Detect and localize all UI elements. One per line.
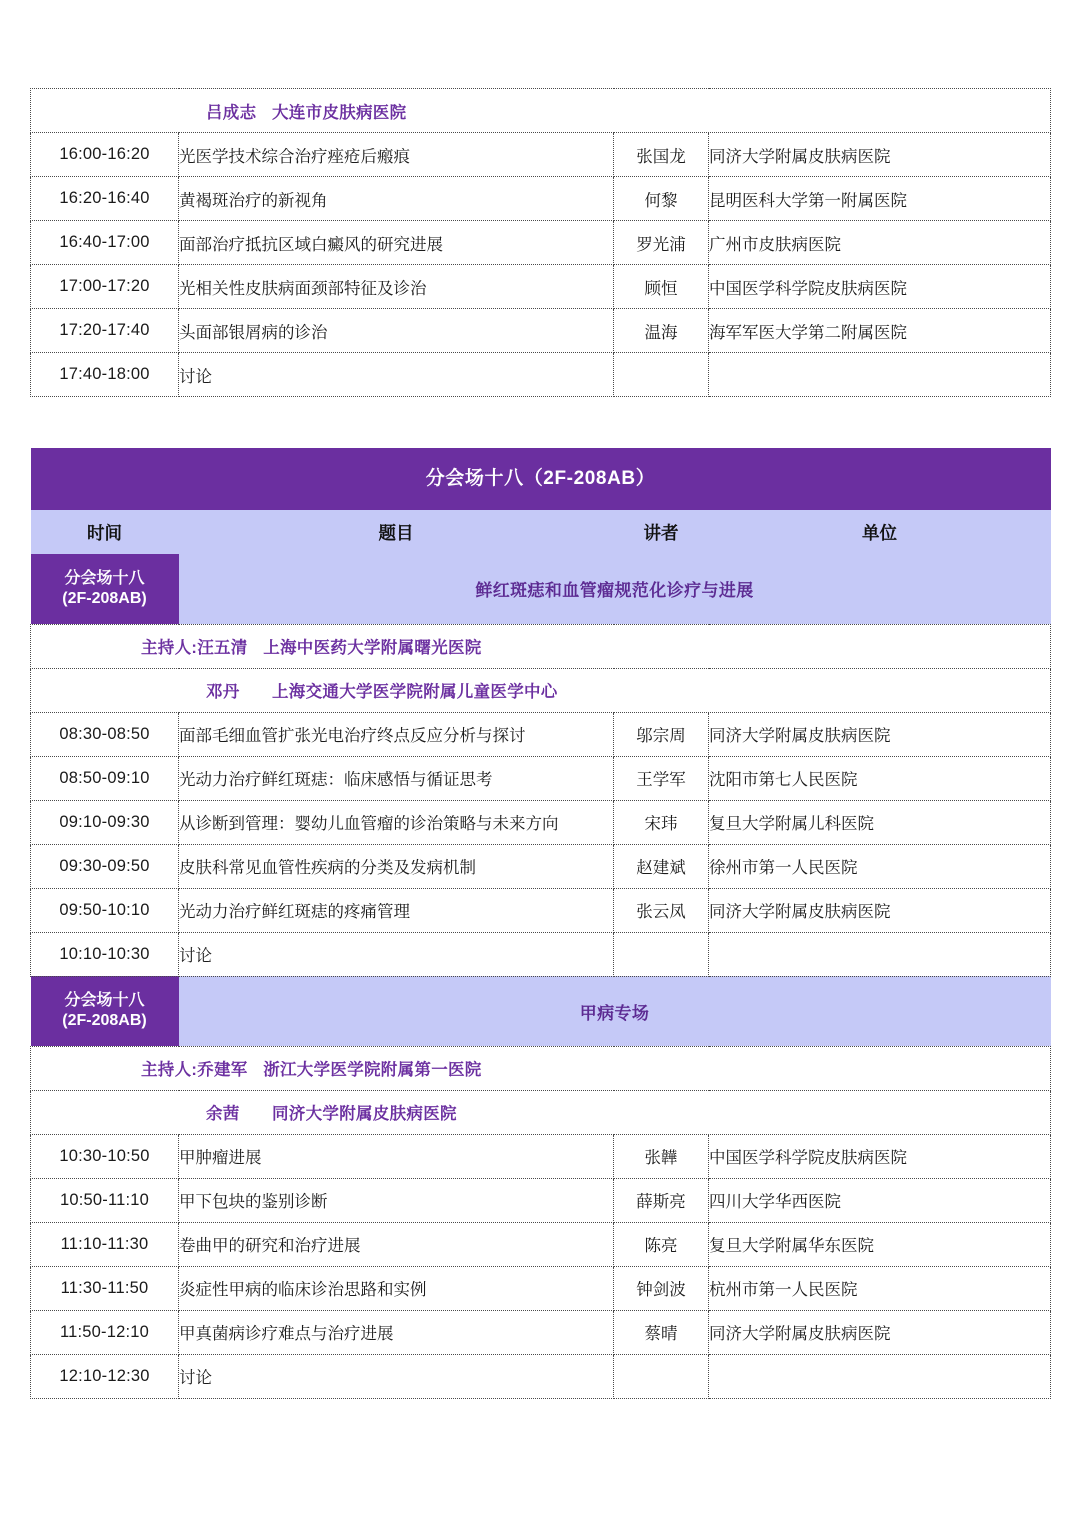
chairperson-name: 乔建军 (197, 1061, 248, 1079)
cell-title: 光相关性皮肤病面颈部特征及诊治 (179, 265, 614, 309)
column-header-time: 时间 (31, 510, 179, 554)
cell-title: 甲肿瘤进展 (179, 1134, 614, 1178)
chairperson-unit: 浙江大学医学院附属第一医院 (263, 1061, 482, 1079)
cell-time: 10:50-11:10 (31, 1178, 179, 1222)
cell-title: 头面部银屑病的诊治 (179, 309, 614, 353)
cell-title: 光动力治疗鲜红斑痣的疼痛管理 (179, 888, 614, 932)
cell-speaker: 邬宗周 (614, 712, 709, 756)
cell-unit: 同济大学附属皮肤病医院 (709, 712, 1051, 756)
cell-time: 08:50-09:10 (31, 756, 179, 800)
cell-title: 光动力治疗鲜红斑痣：临床感悟与循证思考 (179, 756, 614, 800)
cell-unit: 四川大学华西医院 (709, 1178, 1051, 1222)
table-row (31, 756, 1051, 800)
cell-unit: 同济大学附属皮肤病医院 (709, 888, 1051, 932)
cell-time: 11:30-11:50 (31, 1266, 179, 1310)
cell-speaker: 何黎 (614, 177, 709, 221)
cell-speaker: 蔡晴 (614, 1310, 709, 1354)
cell-time: 09:10-09:30 (31, 800, 179, 844)
chairperson-unit: 上海交通大学医学院附属儿童医学中心 (272, 683, 558, 701)
cell-title: 讨论 (179, 1354, 614, 1398)
table-row (31, 133, 1051, 177)
cell-speaker (614, 353, 709, 397)
chairperson-cell (31, 1046, 1051, 1090)
table-row (31, 800, 1051, 844)
column-header-speaker: 讲者 (614, 510, 709, 554)
table-row (31, 177, 1051, 221)
table-row (31, 1178, 1051, 1222)
cell-unit (709, 1354, 1051, 1398)
table-row (31, 844, 1051, 888)
cell-unit: 广州市皮肤病医院 (709, 221, 1051, 265)
chairperson-row (31, 1046, 1051, 1090)
cell-speaker (614, 1354, 709, 1398)
cell-title: 甲真菌病诊疗难点与治疗进展 (179, 1310, 614, 1354)
cell-speaker: 罗光浦 (614, 221, 709, 265)
cell-time: 11:10-11:30 (31, 1222, 179, 1266)
cell-speaker: 钟剑波 (614, 1266, 709, 1310)
cell-time: 16:40-17:00 (31, 221, 179, 265)
table-row (31, 265, 1051, 309)
chairperson-prefix: 主持人: (141, 639, 198, 657)
cell-unit: 沈阳市第七人民医院 (709, 756, 1051, 800)
cell-title: 炎症性甲病的临床诊治思路和实例 (179, 1266, 614, 1310)
banner-row (31, 448, 1051, 510)
cell-unit (709, 353, 1051, 397)
cell-title: 甲下包块的鉴别诊断 (179, 1178, 614, 1222)
chairperson-name: 吕成志 (206, 103, 257, 122)
chairperson-row (31, 1090, 1051, 1134)
venue-banner: 分会场十八（2F-208AB） (31, 448, 1051, 510)
cell-speaker: 温海 (614, 309, 709, 353)
cell-speaker (614, 932, 709, 976)
chairperson-cell (31, 668, 1051, 712)
chairperson-unit: 大连市皮肤病医院 (272, 103, 407, 122)
cell-speaker: 王学军 (614, 756, 709, 800)
cell-time: 17:00-17:20 (31, 265, 179, 309)
cell-title: 面部毛细血管扩张光电治疗终点反应分析与探讨 (179, 712, 614, 756)
column-header-unit: 单位 (709, 510, 1051, 554)
chairperson-unit: 上海中医药大学附属曙光医院 (263, 639, 482, 657)
chairperson-name: 余茜 (206, 1105, 240, 1123)
cell-time: 09:30-09:50 (31, 844, 179, 888)
table-row (31, 1222, 1051, 1266)
cell-unit: 昆明医科大学第一附属医院 (709, 177, 1051, 221)
cell-speaker: 宋玮 (614, 800, 709, 844)
session-title: 甲病专场 (179, 976, 1051, 1046)
table-row (31, 932, 1051, 976)
venue-label-line1: 分会场十八 (64, 569, 145, 587)
chairperson-name: 邓丹 (206, 683, 240, 701)
cell-title: 面部治疗抵抗区域白癜风的研究进展 (179, 221, 614, 265)
venue-label-line2: (2F-208AB) (62, 589, 147, 607)
cell-unit: 复旦大学附属华东医院 (709, 1222, 1051, 1266)
cell-unit: 杭州市第一人民医院 (709, 1266, 1051, 1310)
cell-time: 16:20-16:40 (31, 177, 179, 221)
venue-label-line1: 分会场十八 (64, 992, 145, 1009)
cell-time: 16:00-16:20 (31, 133, 179, 177)
cell-speaker: 陈亮 (614, 1222, 709, 1266)
column-header-title: 题目 (179, 510, 614, 554)
cell-unit: 海军军医大学第二附属医院 (709, 309, 1051, 353)
cell-speaker: 张云凤 (614, 888, 709, 932)
chairperson-cell (31, 624, 1051, 668)
chairperson-cell (31, 1090, 1051, 1134)
session-band-row (31, 976, 1051, 1046)
venue-label-line2: (2F-208AB) (62, 1012, 147, 1029)
cell-unit: 中国医学科学院皮肤病医院 (709, 1134, 1051, 1178)
cell-speaker: 顾恒 (614, 265, 709, 309)
cell-unit: 复旦大学附属儿科医院 (709, 800, 1051, 844)
session-band-row (31, 554, 1051, 624)
cell-title: 讨论 (179, 353, 614, 397)
table-row (31, 309, 1051, 353)
schedule-table-continued (30, 88, 1051, 397)
cell-unit: 同济大学附属皮肤病医院 (709, 133, 1051, 177)
table-row (31, 1354, 1051, 1398)
chairperson-name: 汪五清 (197, 639, 248, 657)
session-title: 鲜红斑痣和血管瘤规范化诊疗与进展 (179, 554, 1051, 624)
cell-time: 10:30-10:50 (31, 1134, 179, 1178)
cell-title: 卷曲甲的研究和治疗进展 (179, 1222, 614, 1266)
table-row (31, 1310, 1051, 1354)
table-row (31, 712, 1051, 756)
table-row (31, 221, 1051, 265)
chairperson-row (31, 624, 1051, 668)
chairperson-row (31, 668, 1051, 712)
cell-speaker: 张韡 (614, 1134, 709, 1178)
chairperson-row (31, 89, 1051, 133)
cell-unit: 中国医学科学院皮肤病医院 (709, 265, 1051, 309)
venue-label-cell (31, 554, 179, 624)
cell-unit: 徐州市第一人民医院 (709, 844, 1051, 888)
cell-title: 黄褐斑治疗的新视角 (179, 177, 614, 221)
cell-title: 从诊断到管理：婴幼儿血管瘤的诊治策略与未来方向 (179, 800, 614, 844)
cell-time: 17:20-17:40 (31, 309, 179, 353)
cell-title: 光医学技术综合治疗痤疮后瘢痕 (179, 133, 614, 177)
cell-speaker: 赵建斌 (614, 844, 709, 888)
table-row (31, 353, 1051, 397)
venue-label-cell (31, 976, 179, 1046)
cell-time: 08:30-08:50 (31, 712, 179, 756)
chairperson-cell (31, 89, 1051, 133)
chairperson-unit: 同济大学附属皮肤病医院 (272, 1105, 457, 1123)
cell-time: 10:10-10:30 (31, 932, 179, 976)
table-row (31, 888, 1051, 932)
cell-time: 09:50-10:10 (31, 888, 179, 932)
cell-speaker: 薛斯亮 (614, 1178, 709, 1222)
cell-title: 讨论 (179, 932, 614, 976)
chairperson-prefix: 主持人: (141, 1061, 198, 1079)
cell-title: 皮肤科常见血管性疾病的分类及发病机制 (179, 844, 614, 888)
cell-unit (709, 932, 1051, 976)
cell-time: 17:40-18:00 (31, 353, 179, 397)
cell-time: 12:10-12:30 (31, 1354, 179, 1398)
table-row (31, 1134, 1051, 1178)
cell-time: 11:50-12:10 (31, 1310, 179, 1354)
cell-speaker: 张国龙 (614, 133, 709, 177)
table-row (31, 1266, 1051, 1310)
column-header-row (31, 510, 1051, 554)
cell-unit: 同济大学附属皮肤病医院 (709, 1310, 1051, 1354)
schedule-table-main (30, 448, 1051, 1399)
